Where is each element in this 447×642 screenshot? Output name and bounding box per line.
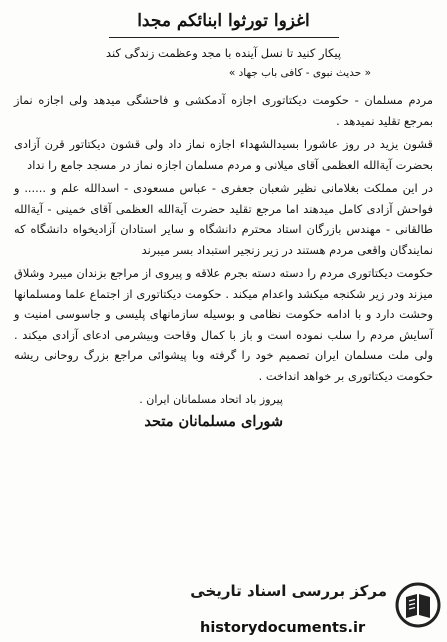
watermark-url: historydocuments.ir [200,620,366,636]
body-paragraph-2: قشون یزید در روز عاشورا بسیدالشهداء اجازه نماز داد ولی قشون دیکتاتور قرن آزادی بحضرت آیة‌الله العظمی آقای میلانی و مردم مسلمان اجازه نماز در مسجد جامع را نداد [14,137,433,172]
signature: شورای مسلمانان متحد [144,413,283,430]
watermark-title: مرکز بررسی اسناد تاریخی [190,582,387,600]
page-title: اغزوا تورثوا ابنائکم مجدا [137,11,310,31]
hadith-source: « حدیث نبوی - کافی باب جهاد » [228,67,371,79]
body-paragraph-4: حکومت دیکتاتوری مردم را دسته دسته بجرم علاقه و پیروی از مراجع بزندان میبرد وشلاق میزند ودر زیر شکنجه میکشد واعدام میکند . حکومت دیکتاتوری از اجتماع علما ومسلمانها وحشت دارد و با ادامه حکومت نظامی و بوسیله سازمانهای پلیسی و جاسوسی امنیت و آسایش مردم را سلب نموده است و باز با کمال وقاحت وبیشرمی ادعای آزادی میکند . ولی ملت مسلمان ایران تصمیم خود را گرفته وبا پیشوائی مراجع بزرگ روحانی ریشه حکومت دیکتاتوری بر خواهد انداخت . [14,266,433,383]
book-emblem-icon [395,582,441,628]
page-subtitle: پیکار کنید تا نسل آینده با مجد وعظمت زندگی کند [105,46,342,60]
body-paragraph-1: مردم مسلمان - حکومت دیکتاتوری اجازه آدمکشی و فاحشگی میدهد ولی اجازه نماز بمرجع تقلید نمیدهد . [14,93,433,128]
title-underline [109,37,339,38]
closing-line: پیروز باد اتحاد مسلمانان ایران . [139,393,283,406]
watermark [190,578,443,638]
body-paragraph-3: در این مملکت بغلامانی نظیر شعبان جعفری - عباس مسعودی - اسدالله علم و ...... و فواحش آزادی کامل میدهند اما مرجع تقلید حضرت آیة‌الله العظمی آقای خمینی - آیة‌الله طالقانی - مهندس بازرگان استاد محترم دانشگاه و سایر استادان آزادیخواه دانشگاه که نمایندگان واقعی مردم هستند در زیر زنجیر استبداد بسر میبرند [14,181,433,257]
